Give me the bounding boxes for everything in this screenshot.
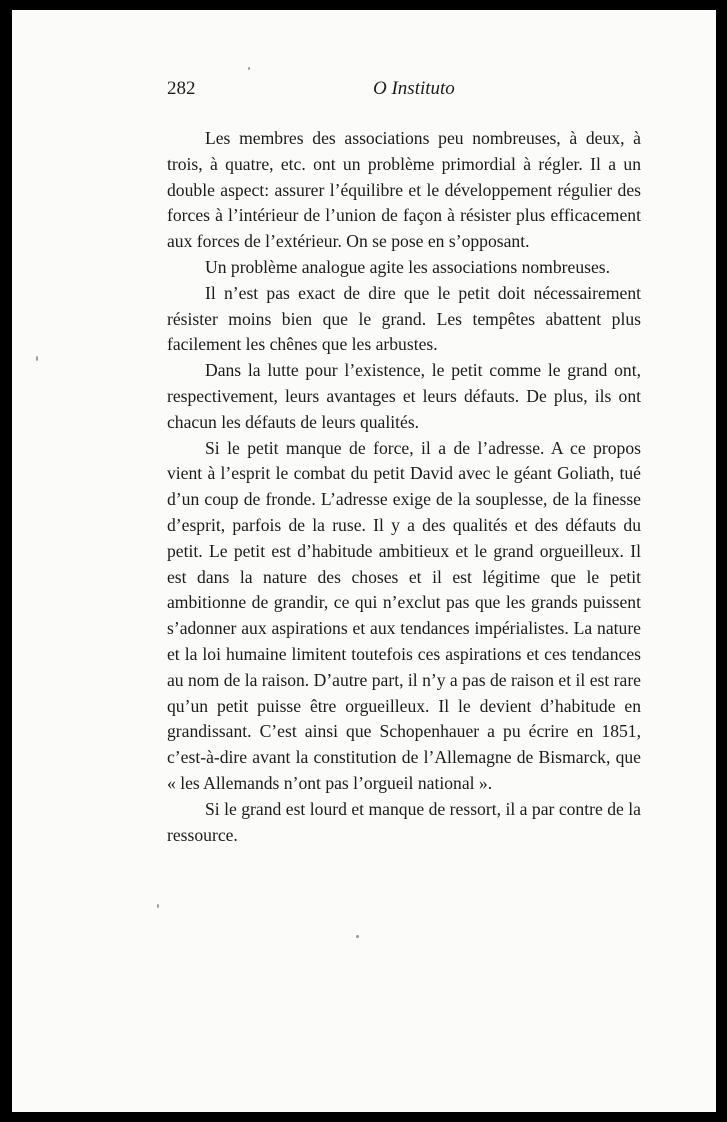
paragraph: Si le petit manque de force, il a de l’adresse. A ce propos vient à l’esprit le combat du petit David avec le géant Goliath, tué d’un coup de fronde. L’adresse exige de la souplesse, de la finesse d’esprit, parfois de la ruse. Il y a des qualités et des défauts du petit. Le petit est d’habitude ambitieux et le grand orgueilleux. Il est dans la nature des choses et il est légitime que le petit ambitionne de grandir, ce qui n’exclut pas que les grands puissent s’adonner aux aspirations et aux tendances impérialistes. La nature et la loi humaine limitent toutefois ces aspirations et ces tendances au nom de la raison. D’autre part, il n’y a pas de raison et il est rare qu’un petit puisse être orgueilleux. Il le devient d’habitude en grandissant. C’est ainsi que Schopenhauer a pu écrire en 1851, c’est-à-dire avant la constitution de l’Allemagne de Bismarck, que « les Allemands n’ont pas l’orgueil national ». <box>167 437 641 793</box>
paragraph: Si le grand est lourd et manque de ressort, il a par contre de la ressource. <box>167 798 641 845</box>
dust-speck <box>356 935 359 938</box>
page-number: 282 <box>167 78 196 99</box>
paragraph: Un problème analogue agite les associations nombreuses. <box>205 256 611 277</box>
running-title: O Instituto <box>373 78 455 99</box>
dust-speck <box>36 356 38 361</box>
paragraph: Il n’est pas exact de dire que le petit doit nécessairement résister moins bien que le grand. Les tempêtes abattent plus facilement les chênes que les arbustes. <box>167 282 641 355</box>
book-page <box>12 10 716 1112</box>
body-text <box>167 126 641 848</box>
paragraph: Dans la lutte pour l’existence, le petit comme le grand ont, respectivement, leurs avantages et leurs défauts. De plus, ils ont chacun les défauts de leurs qualités. <box>167 360 641 432</box>
dust-speck <box>157 904 159 908</box>
page-header <box>167 78 571 108</box>
dust-speck <box>248 67 250 70</box>
paragraph: Les membres des associations peu nombreuses, à deux, à trois, à quatre, etc. ont un problème primordial à régler. Il a un double aspect: assurer l’équilibre et le développement régulier des forces à l’intérieur de l’union de façon à résister plus efficacement aux forces de l’extérieur. On se pose en s’opposant. <box>167 128 641 252</box>
